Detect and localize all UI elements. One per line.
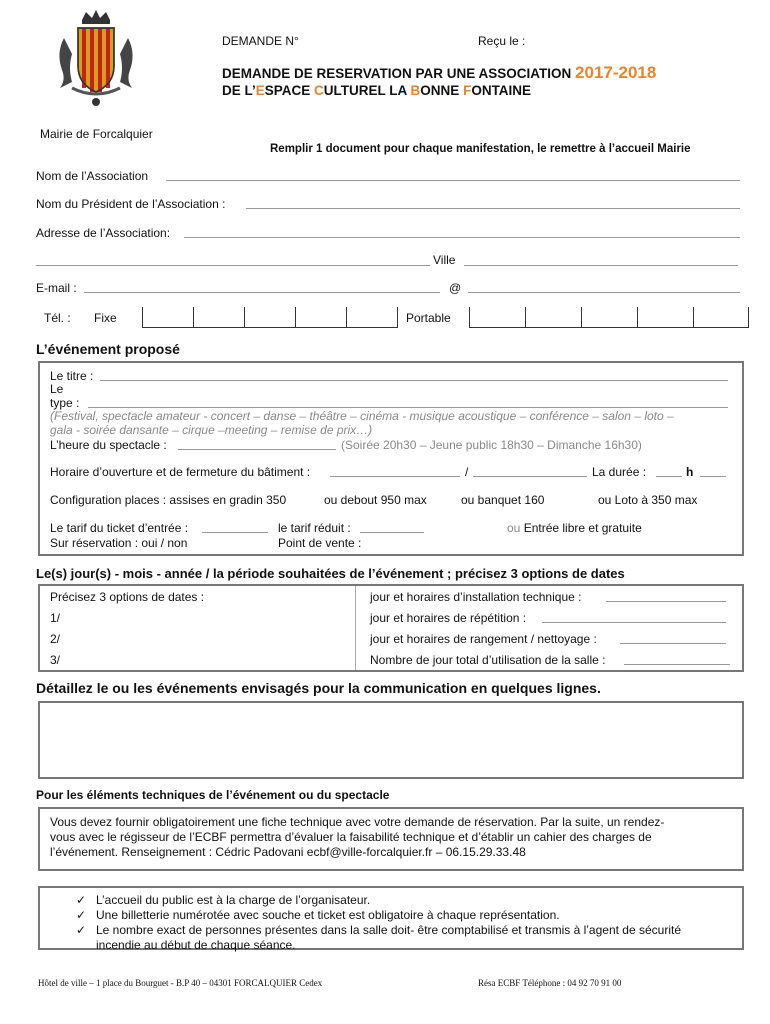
president-name-label: Nom du Président de l’Association :	[36, 197, 226, 211]
show-time-label: L’heure du spectacle :	[50, 438, 167, 452]
event-type-label: type :	[50, 396, 80, 410]
technical-info-line2: vous avec le régisseur de l’ECBF permettra d’évaluer la faisabilité technique et d’établir un cahier des charges de	[50, 830, 652, 844]
coat-of-arms-logo	[52, 8, 140, 108]
title-part: ONTAINE	[471, 83, 532, 98]
install-date-label: jour et horaires d’installation technique :	[370, 590, 582, 604]
city-field[interactable]	[464, 265, 738, 266]
phone-cell-divider	[637, 307, 638, 327]
config-seated-option[interactable]: Configuration places : assises en gradin 350	[50, 493, 287, 507]
total-days-label: Nombre de jour total d’utilisation de la salle :	[370, 653, 606, 667]
technical-info-line1: Vous devez fournir obligatoirement une fiche technique avec votre demande de réservation. Par la suite, un rendez-	[50, 815, 665, 829]
check-icon: ✓	[76, 908, 87, 922]
title-initial: B	[410, 83, 421, 98]
president-name-field[interactable]	[246, 208, 740, 209]
phone-cell-divider	[244, 307, 245, 327]
communication-section-heading: Détaillez le ou les événements envisagés pour la communication en quelques lignes.	[36, 680, 601, 696]
city-label: Ville	[433, 253, 456, 267]
email-label: E-mail :	[36, 281, 77, 295]
mairie-label: Mairie de Forcalquier	[40, 127, 153, 141]
phone-cell-divider	[346, 307, 347, 327]
event-title-label: Le titre :	[50, 369, 94, 383]
footer-address: Hôtel de ville – 1 place du Bourguet - B.P 40 – 04301 FORCALQUIER Cedex	[38, 978, 323, 988]
phone-cell-divider	[748, 307, 749, 327]
phone-cell-divider	[295, 307, 296, 327]
checklist-item-text: Une billetterie numérotée avec souche et ticket est obligatoire à chaque représentation.	[96, 908, 560, 922]
address-label: Adresse de l’Association:	[36, 226, 171, 240]
checklist-item-text: incendie au début de chaque séance.	[96, 938, 296, 952]
technical-info-line3: l’événement. Renseignement : Cédric Padovani ecbf@ville-forcalquier.fr – 06.15.29.33.48	[50, 845, 526, 859]
cleanup-date-label: jour et horaires de rangement / nettoyage :	[370, 632, 597, 646]
demande-number-label: DEMANDE N°	[222, 34, 299, 48]
dates-divider	[355, 586, 356, 670]
duration-minutes-field[interactable]	[700, 476, 726, 477]
config-standing-option[interactable]: ou debout 950 max	[324, 493, 427, 507]
closing-time-field[interactable]	[473, 476, 587, 477]
or-text: ou	[507, 521, 521, 535]
title-initial: F	[463, 83, 472, 98]
phone-cell-divider	[397, 307, 398, 327]
fixe-phone-field[interactable]	[142, 307, 398, 328]
title-line2	[222, 83, 531, 98]
phone-cell-divider	[525, 307, 526, 327]
title-initial: E	[255, 83, 265, 98]
title-year: 2017-2018	[575, 63, 657, 82]
duration-unit: h	[686, 465, 694, 479]
association-name-label: Nom de l’Association	[36, 169, 149, 183]
checklist-item	[76, 893, 86, 907]
dates-options-label: Précisez 3 options de dates :	[50, 590, 205, 604]
opening-time-field[interactable]	[330, 476, 460, 477]
phone-cell-divider	[693, 307, 694, 327]
association-name-field[interactable]	[166, 180, 740, 181]
address-field[interactable]	[184, 237, 740, 238]
hours-separator: /	[465, 465, 469, 479]
reduced-price-label: le tarif réduit :	[278, 521, 351, 535]
free-entry-option[interactable]	[507, 521, 642, 535]
checklist-item-text: Le nombre exact de personnes présentes dans la salle doit- être comptabilisé et transmis à l’agent de sécurité	[96, 923, 681, 937]
page-title	[222, 63, 656, 83]
free-entry-label: Entrée libre et gratuite	[523, 521, 642, 535]
event-type-hint-2: gala - soirée dansante – cirque –meeting – remise de prix…)	[50, 423, 373, 437]
communication-textarea[interactable]	[38, 701, 744, 779]
phone-cell-divider	[469, 307, 470, 327]
phone-cell-divider	[142, 307, 143, 327]
ticket-price-label: Le tarif du ticket d’entrée :	[50, 521, 189, 535]
checklist-item-text: L’accueil du public est à la charge de l’organisateur.	[96, 893, 371, 907]
show-time-hint: (Soirée 20h30 – Jeune public 18h30 – Dimanche 16h30)	[341, 438, 642, 452]
duration-field[interactable]	[656, 476, 682, 477]
config-banquet-option[interactable]: ou banquet 160	[461, 493, 545, 507]
title-part: DE L’	[222, 83, 256, 98]
date-option-1[interactable]: 1/	[50, 611, 61, 625]
tel-label: Tél. :	[44, 311, 71, 325]
event-type-hint-1: (Festival, spectacle amateur - concert – danse – théâtre – cinéma - musique acoustique – conférence – salon – loto –	[50, 409, 674, 423]
checklist-item	[76, 923, 86, 937]
phone-cell-divider	[193, 307, 194, 327]
footer-phone: Résa ECBF Téléphone : 04 92 70 91 00	[478, 978, 622, 988]
title-part: ONNE	[420, 83, 464, 98]
event-type-field[interactable]	[88, 407, 728, 408]
reservation-label[interactable]: Sur réservation : oui / non	[50, 536, 188, 550]
fixe-label: Fixe	[94, 311, 117, 325]
email-at-symbol: @	[449, 281, 462, 295]
email-domain-field[interactable]	[468, 292, 740, 293]
rehearsal-date-field[interactable]	[542, 622, 726, 623]
instruction-text: Remplir 1 document pour chaque manifestation, le remettre à l’accueil Mairie	[270, 143, 691, 155]
opening-hours-label: Horaire d’ouverture et de fermeture du bâtiment :	[50, 465, 311, 479]
event-title-field[interactable]	[100, 380, 728, 381]
ticket-price-field[interactable]	[202, 532, 268, 533]
event-type-label-le: Le	[50, 382, 64, 396]
config-loto-option[interactable]: ou Loto à 350 max	[598, 493, 698, 507]
email-user-field[interactable]	[84, 292, 440, 293]
title-initial: C	[314, 83, 324, 98]
date-option-2[interactable]: 2/	[50, 632, 61, 646]
phone-cell-divider	[581, 307, 582, 327]
duration-label: La durée :	[592, 465, 647, 479]
reduced-price-field[interactable]	[360, 532, 424, 533]
date-option-3[interactable]: 3/	[50, 653, 61, 667]
dates-section-heading: Le(s) jour(s) - mois - année / la période souhaitées de l’événement ; précisez 3 options de dates	[36, 566, 625, 581]
title-part: ULTUREL LA	[323, 83, 411, 98]
title-part: SPACE	[264, 83, 315, 98]
technical-section-heading: Pour les éléments techniques de l’événement ou du spectacle	[36, 788, 390, 802]
check-icon: ✓	[76, 893, 87, 907]
checklist-item	[76, 908, 86, 922]
portable-phone-field[interactable]	[469, 307, 749, 328]
address-field-line2[interactable]	[36, 265, 430, 266]
point-of-sale-label: Point de vente :	[278, 536, 362, 550]
title-line1: DEMANDE DE RESERVATION PAR UNE ASSOCIATION	[222, 66, 572, 81]
received-date-label: Reçu le :	[478, 34, 526, 48]
total-days-field[interactable]	[624, 664, 730, 665]
install-date-field[interactable]	[606, 601, 726, 602]
show-time-field[interactable]	[178, 449, 336, 450]
portable-label: Portable	[406, 311, 451, 325]
event-section-heading: L’événement proposé	[36, 341, 180, 357]
rehearsal-date-label: jour et horaires de répétition :	[370, 611, 527, 625]
check-icon: ✓	[76, 923, 87, 937]
cleanup-date-field[interactable]	[620, 643, 726, 644]
